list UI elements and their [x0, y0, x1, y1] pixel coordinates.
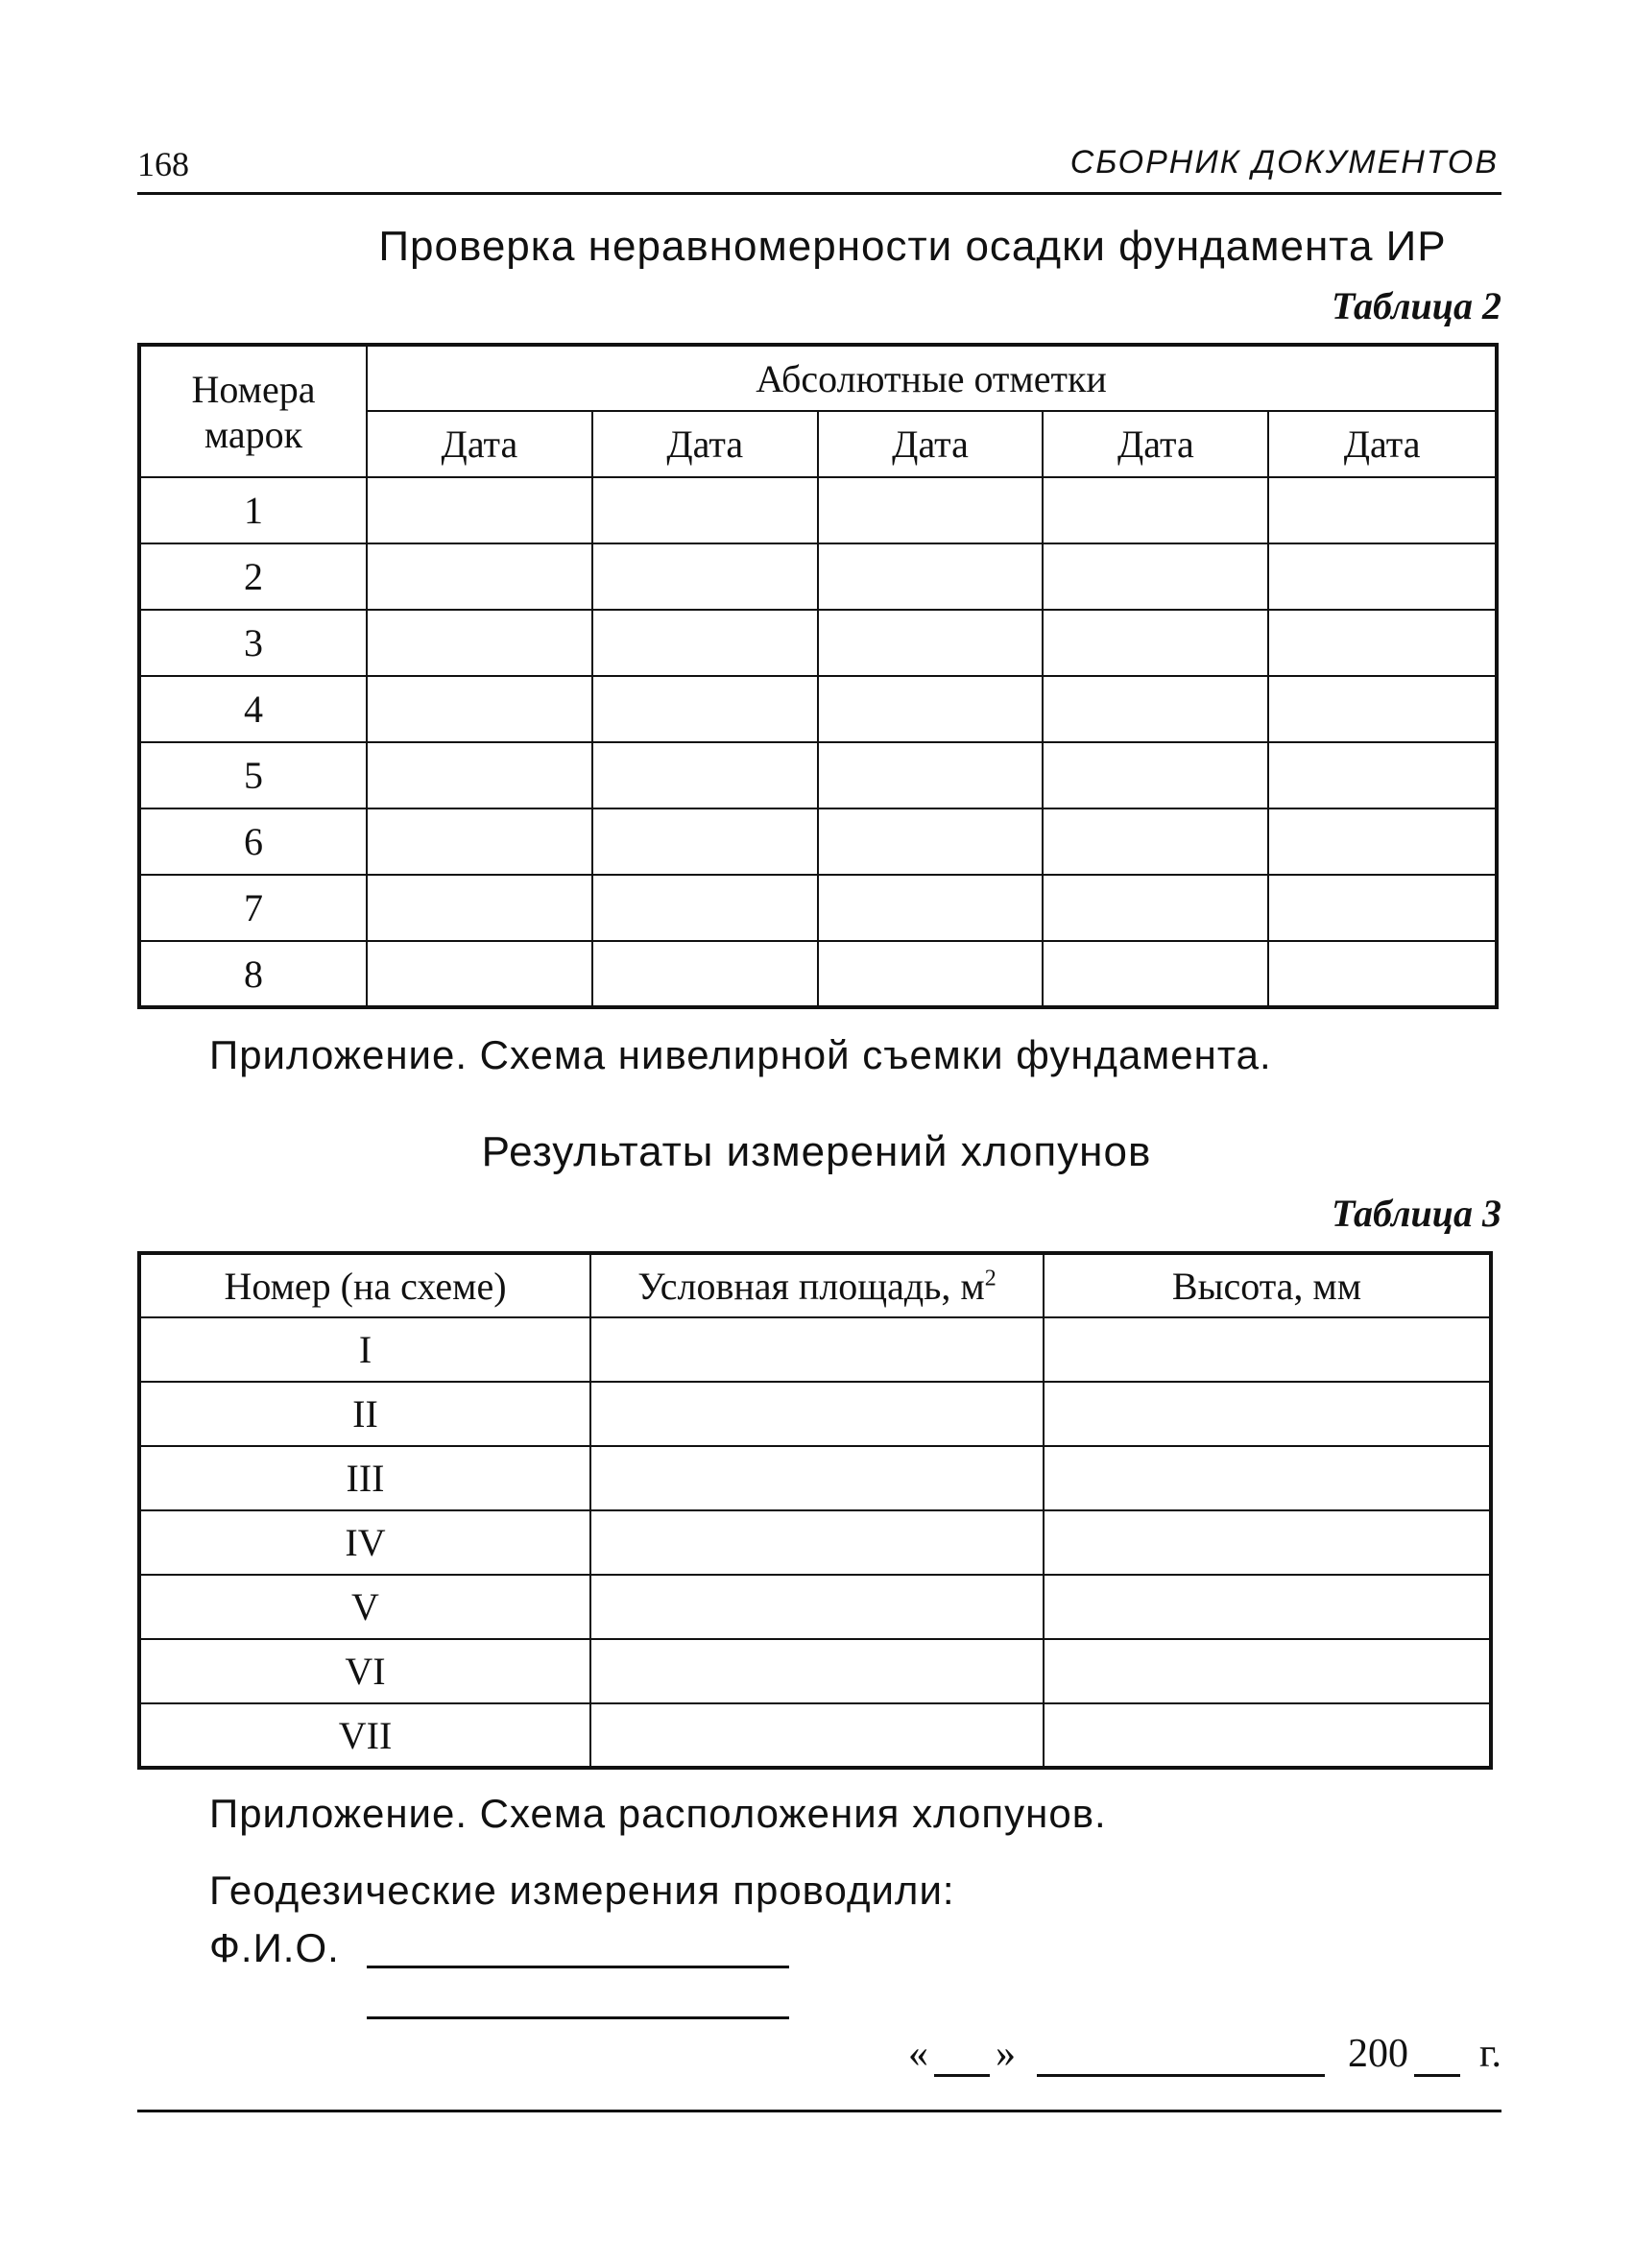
empty-cell	[1044, 1639, 1491, 1703]
header-mark-numbers: Номера марок	[139, 345, 367, 477]
header-date: Дата	[592, 411, 818, 477]
year-suffix: г.	[1479, 2032, 1501, 2076]
header-area	[590, 1253, 1044, 1317]
blister-number-cell: VII	[139, 1703, 590, 1768]
empty-cell	[1043, 477, 1268, 543]
table-row	[139, 610, 1497, 676]
empty-cell	[818, 477, 1044, 543]
footer-rule	[137, 2110, 1501, 2112]
empty-cell	[1044, 1317, 1491, 1382]
header-rule	[137, 192, 1501, 195]
header-area-sup: 2	[984, 1266, 997, 1291]
table-row	[139, 1639, 1491, 1703]
running-head: СБОРНИК ДОКУМЕНТОВ	[1069, 144, 1499, 181]
empty-cell	[1044, 1446, 1491, 1510]
empty-cell	[590, 1703, 1044, 1768]
close-quote: »	[996, 2032, 1016, 2076]
empty-cell	[818, 875, 1044, 941]
empty-cell	[1043, 676, 1268, 742]
appendix-note-blisters: Приложение. Схема расположения хлопунов.	[209, 1791, 1107, 1836]
empty-cell	[1268, 676, 1497, 742]
blister-number-cell: IV	[139, 1510, 590, 1575]
empty-cell	[1268, 610, 1497, 676]
empty-cell	[1043, 610, 1268, 676]
empty-cell	[592, 941, 818, 1007]
year-prefix: 200	[1348, 2032, 1408, 2076]
empty-cell	[367, 941, 592, 1007]
empty-cell	[1268, 543, 1497, 610]
table-row	[139, 477, 1497, 543]
empty-cell	[1044, 1703, 1491, 1768]
header-number: Номер (на схеме)	[139, 1253, 590, 1317]
year-blank	[1414, 2036, 1460, 2077]
mark-number-cell: 3	[139, 610, 367, 676]
table-row	[139, 742, 1497, 808]
empty-cell	[1043, 941, 1268, 1007]
empty-cell	[590, 1382, 1044, 1446]
empty-cell	[367, 875, 592, 941]
mark-number-cell: 1	[139, 477, 367, 543]
empty-cell	[1043, 875, 1268, 941]
empty-cell	[1044, 1510, 1491, 1575]
empty-cell	[367, 477, 592, 543]
empty-cell	[1268, 808, 1497, 875]
empty-cell	[367, 742, 592, 808]
mark-number-cell: 8	[139, 941, 367, 1007]
empty-cell	[1268, 941, 1497, 1007]
empty-cell	[1043, 742, 1268, 808]
mark-number-cell: 5	[139, 742, 367, 808]
open-quote: «	[908, 2032, 928, 2076]
empty-cell	[592, 875, 818, 941]
empty-cell	[590, 1575, 1044, 1639]
header-area-text: Условная площадь, м	[637, 1264, 985, 1308]
empty-cell	[592, 676, 818, 742]
table-row	[139, 1703, 1491, 1768]
header-absolute-marks: Абсолютные отметки	[367, 345, 1497, 411]
empty-cell	[818, 742, 1044, 808]
table-row	[139, 808, 1497, 875]
fio-label: Ф.И.О.	[209, 1925, 340, 1970]
month-blank	[1037, 2036, 1325, 2077]
header-date: Дата	[818, 411, 1044, 477]
empty-cell	[367, 808, 592, 875]
mark-number-cell: 4	[139, 676, 367, 742]
empty-cell	[367, 676, 592, 742]
empty-cell	[590, 1510, 1044, 1575]
table-row	[139, 941, 1497, 1007]
table-row	[139, 1510, 1491, 1575]
empty-cell	[1043, 808, 1268, 875]
day-blank	[934, 2036, 990, 2077]
mark-number-cell: 7	[139, 875, 367, 941]
header-height: Высота, мм	[1044, 1253, 1491, 1317]
table-row	[139, 676, 1497, 742]
header-date: Дата	[367, 411, 592, 477]
empty-cell	[818, 543, 1044, 610]
header-date: Дата	[1268, 411, 1497, 477]
table2-title: Проверка неравномерности осадки фундамента ИР	[378, 223, 1447, 270]
date-line	[908, 2031, 1501, 2077]
empty-cell	[1044, 1382, 1491, 1446]
table-row	[139, 1382, 1491, 1446]
empty-cell	[590, 1639, 1044, 1703]
table3-label: Таблица 3	[1332, 1192, 1501, 1235]
table-row	[139, 1575, 1491, 1639]
empty-cell	[818, 941, 1044, 1007]
empty-cell	[592, 742, 818, 808]
empty-cell	[592, 477, 818, 543]
table3-title: Результаты измерений хлопунов	[481, 1128, 1152, 1175]
empty-cell	[1268, 477, 1497, 543]
mark-number-cell: 2	[139, 543, 367, 610]
table-row	[139, 1446, 1491, 1510]
empty-cell	[818, 610, 1044, 676]
empty-cell	[818, 808, 1044, 875]
table-row	[139, 1317, 1491, 1382]
table-row	[139, 543, 1497, 610]
blister-number-cell: I	[139, 1317, 590, 1382]
empty-cell	[592, 610, 818, 676]
empty-cell	[1044, 1575, 1491, 1639]
empty-cell	[367, 543, 592, 610]
mark-number-cell: 6	[139, 808, 367, 875]
empty-cell	[590, 1446, 1044, 1510]
table-row	[139, 875, 1497, 941]
blister-number-cell: VI	[139, 1639, 590, 1703]
empty-cell	[1268, 875, 1497, 941]
empty-cell	[367, 610, 592, 676]
signatures-intro: Геодезические измерения проводили:	[209, 1868, 955, 1913]
blister-table	[137, 1251, 1493, 1770]
empty-cell	[1268, 742, 1497, 808]
header-date: Дата	[1043, 411, 1268, 477]
empty-cell	[590, 1317, 1044, 1382]
empty-cell	[592, 543, 818, 610]
appendix-note-leveling: Приложение. Схема нивелирной съемки фундамента.	[209, 1032, 1272, 1077]
page-number: 168	[137, 145, 189, 183]
blister-number-cell: III	[139, 1446, 590, 1510]
empty-cell	[818, 676, 1044, 742]
fio-blank-line	[367, 1966, 789, 1968]
blister-number-cell: II	[139, 1382, 590, 1446]
table2-label: Таблица 2	[1332, 284, 1501, 327]
blister-number-cell: V	[139, 1575, 590, 1639]
fio-blank-line-2	[367, 2016, 789, 2019]
settlement-table	[137, 343, 1499, 1009]
empty-cell	[592, 808, 818, 875]
empty-cell	[1043, 543, 1268, 610]
